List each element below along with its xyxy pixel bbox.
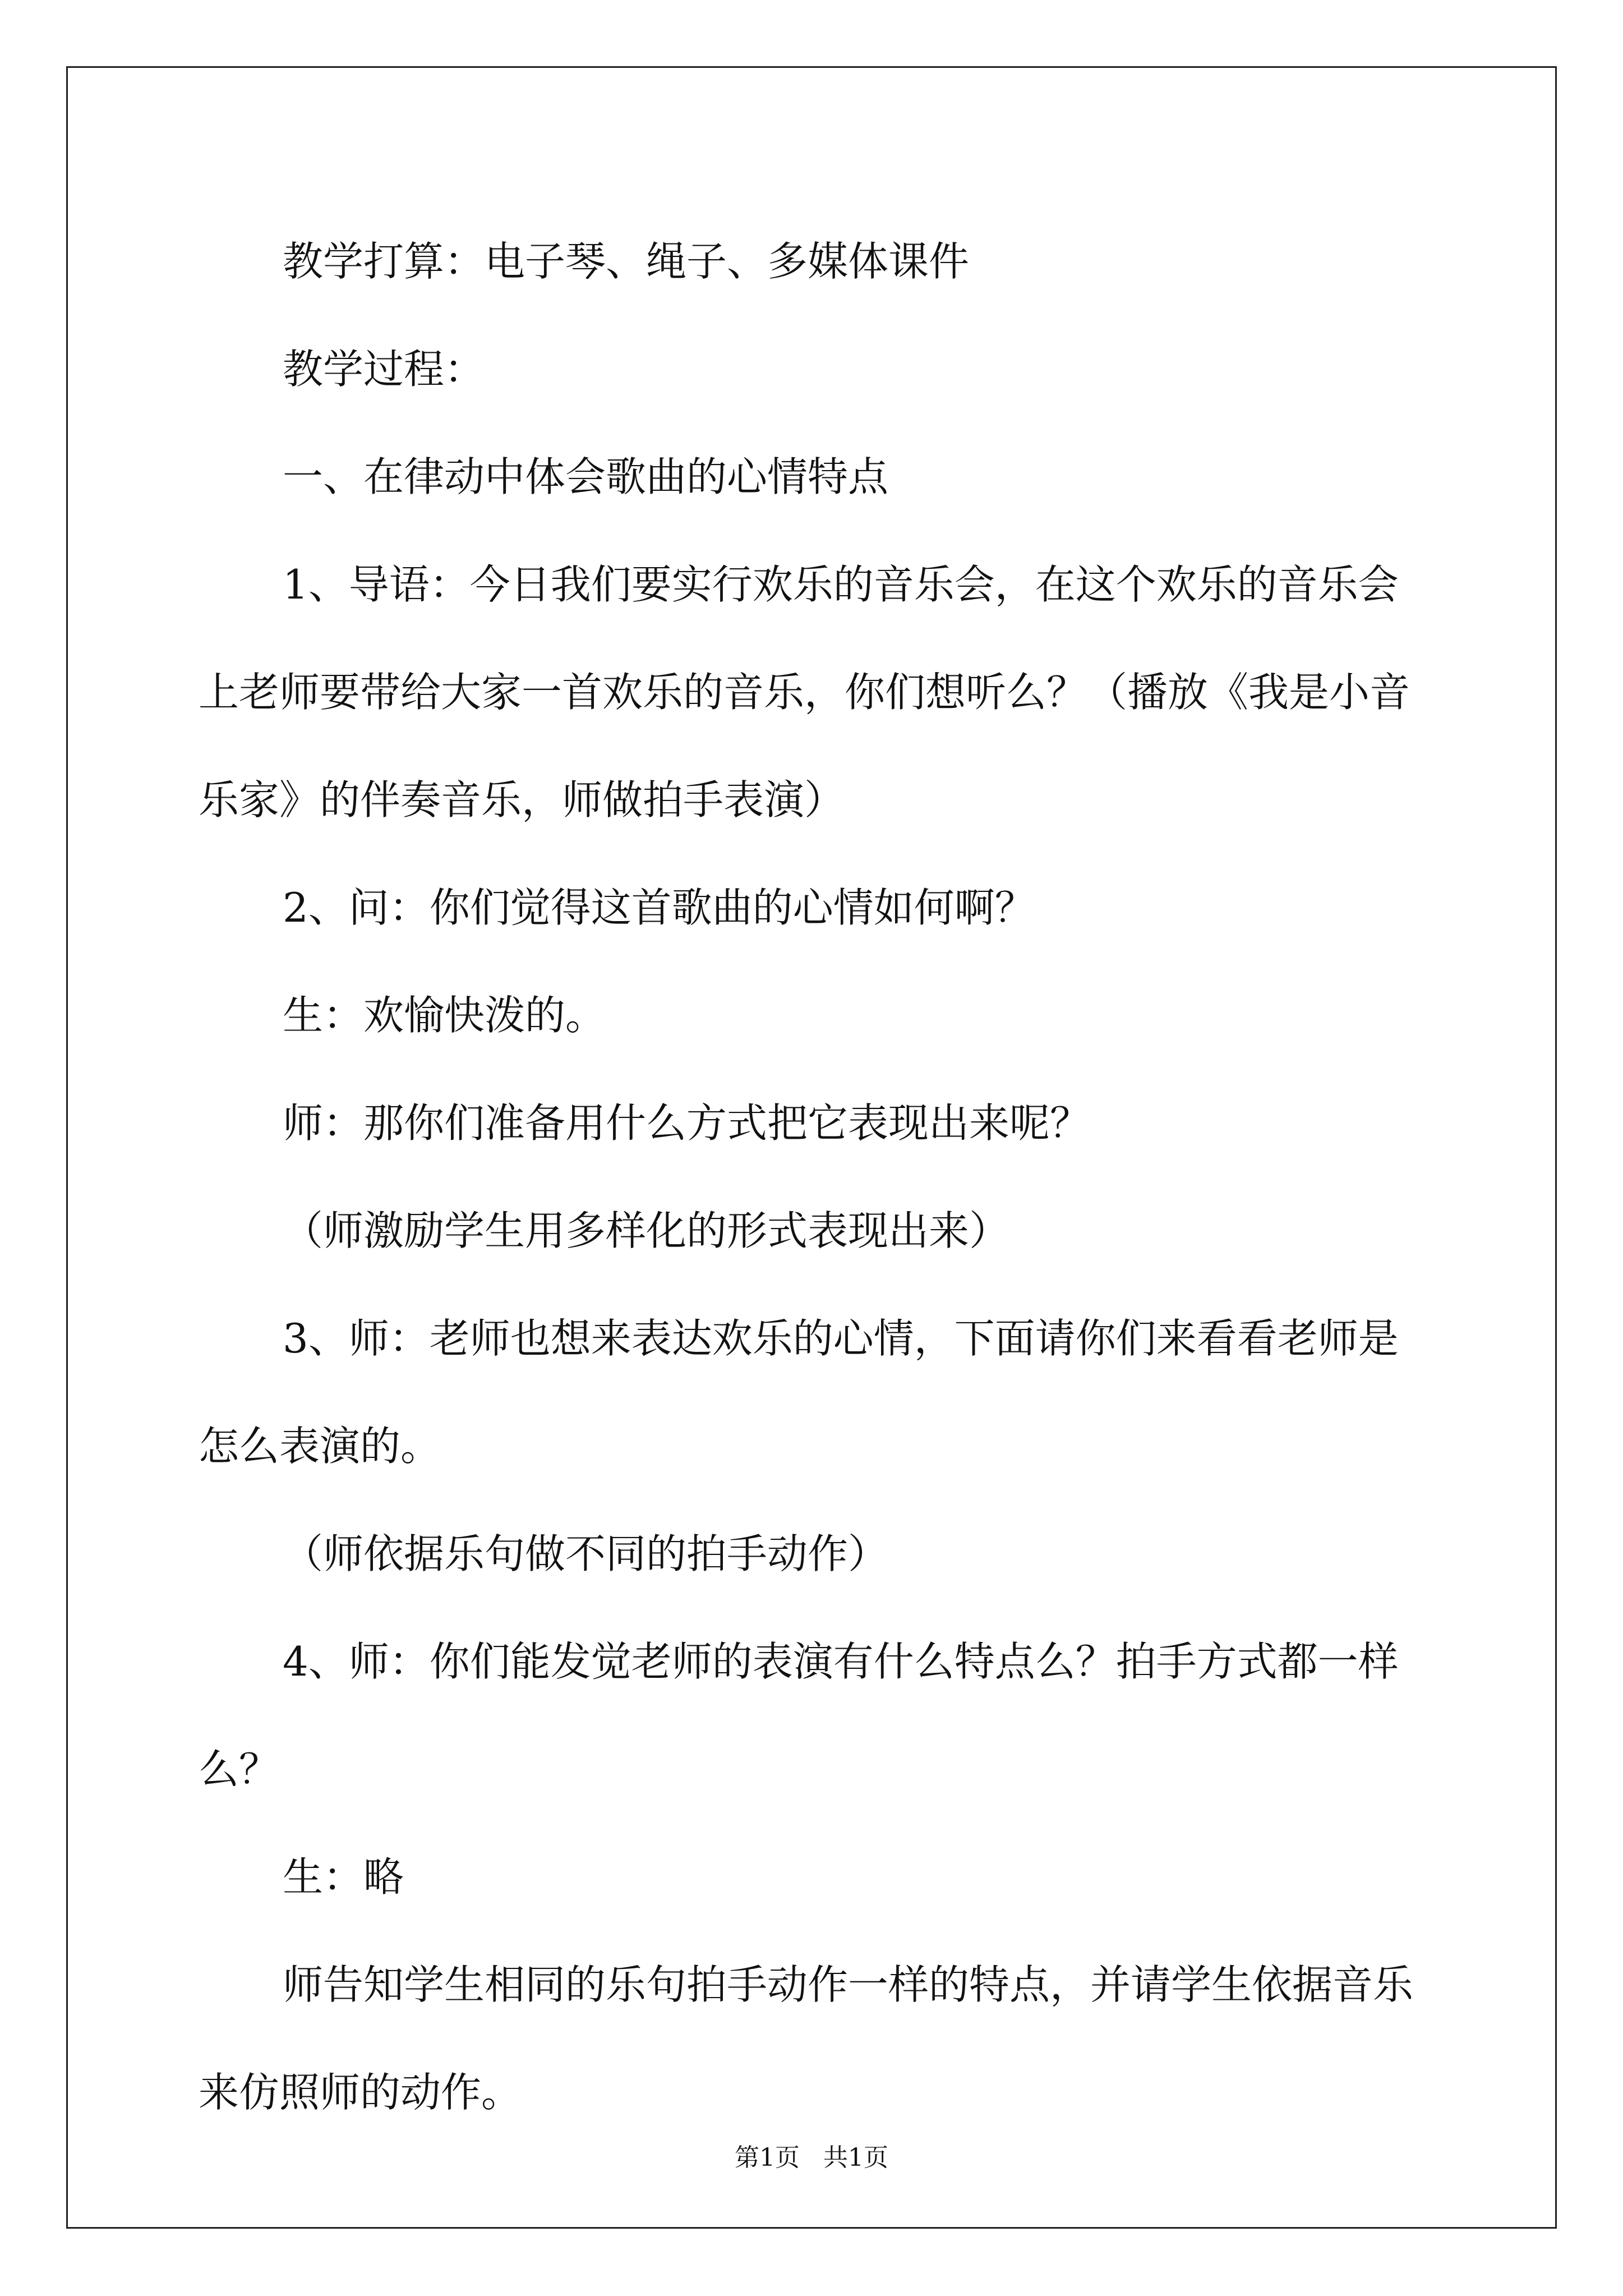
section-heading-1: 一、在律动中体会歌曲的心情特点 <box>283 453 889 500</box>
paragraph-step-2: 2、问：你们觉得这首歌曲的心情如何啊？ <box>283 884 1035 931</box>
paragraph-note-1: （师激励学生用多样化的形式表现出来） <box>283 1207 1010 1254</box>
paragraph-teacher-question: 师：那你们准备用什么方式把它表现出来呢？ <box>283 1099 1091 1147</box>
paragraph-student-answer-2: 生：略 <box>283 1853 404 1901</box>
paragraph-student-answer-1: 生：欢愉快泼的。 <box>283 992 606 1039</box>
paragraph-step-1: 1、导语：今日我们要实行欢乐的音乐会，在这个欢乐的音乐会上老师要带给大家一首欢乐的音乐，你们想听么？（播放《我是小音乐家》的伴奏音乐，师做拍手表演） <box>199 561 1410 823</box>
page-footer <box>0 2137 1623 2173</box>
document-body <box>199 208 1432 2146</box>
paragraph-step-3: 3、师：老师也想来表达欢乐的心情，下面请你们来看看老师是怎么表演的。 <box>199 1315 1399 1470</box>
paragraph-teaching-prep: 教学打算：电子琴、绳子、多媒体课件 <box>283 238 970 285</box>
page-number-total: 共1页 <box>823 2143 888 2172</box>
page-number-current: 第1页 <box>735 2143 800 2172</box>
paragraph-conclusion: 师告知学生相同的乐句拍手动作一样的特点，并请学生依据音乐来仿照师的动作。 <box>199 1961 1414 2116</box>
paragraph-note-2: （师依据乐句做不同的拍手动作） <box>283 1530 889 1577</box>
paragraph-step-4: 4、师：你们能发觉老师的表演有什么特点么？拍手方式都一样么？ <box>199 1638 1399 1793</box>
paragraph-teaching-process: 教学过程： <box>283 346 485 393</box>
